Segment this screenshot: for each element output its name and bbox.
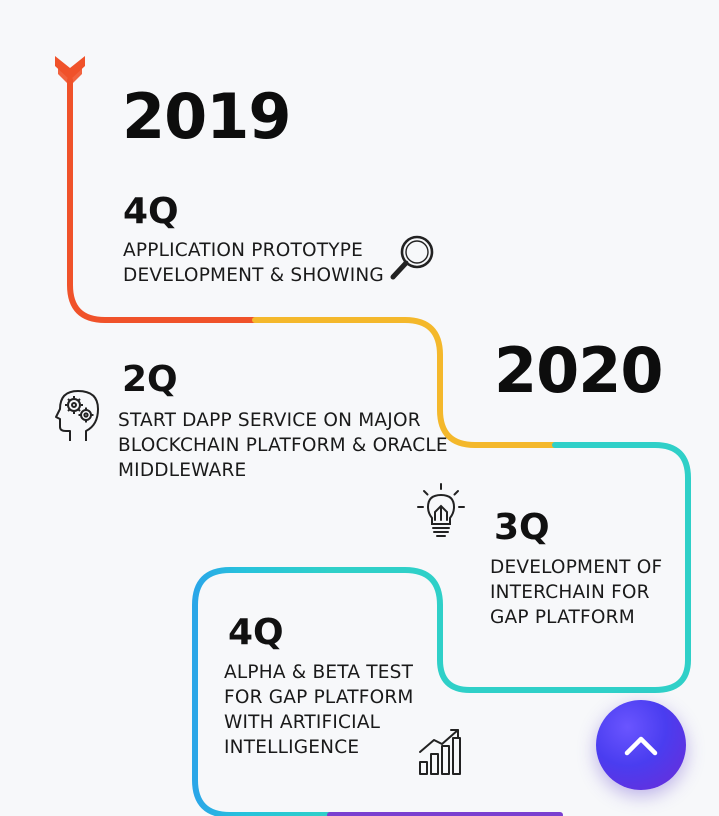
milestone-description	[118, 408, 448, 483]
milestone-quarter: 2Q	[122, 359, 178, 400]
milestone-line: FOR GAP PLATFORM	[224, 687, 414, 708]
milestone-line: DEVELOPMENT OF	[490, 557, 663, 578]
growth-chart-icon	[416, 726, 468, 778]
milestone-line: WITH ARTIFICIAL	[224, 712, 381, 733]
magnifier-icon	[385, 230, 441, 286]
milestone-quarter: 4Q	[123, 191, 179, 232]
milestone-line: GAP PLATFORM	[490, 607, 635, 628]
milestone-line: APPLICATION PROTOTYPE	[123, 240, 363, 261]
milestone-quarter: 3Q	[494, 507, 550, 548]
year-label-2019: 2019	[122, 80, 291, 153]
milestone-quarter: 4Q	[228, 612, 284, 653]
milestone-line: ALPHA & BETA TEST	[224, 662, 414, 683]
year-label-2020: 2020	[494, 334, 663, 407]
milestone-line: MIDDLEWARE	[118, 460, 247, 481]
milestone-description	[123, 238, 384, 288]
milestone-line: INTERCHAIN FOR	[490, 582, 650, 603]
lightbulb-icon	[414, 480, 468, 540]
milestone-line: INTELLIGENCE	[224, 737, 360, 758]
start-marker-icon	[55, 56, 85, 86]
milestone-description	[224, 660, 414, 760]
milestone-line: START DAPP SERVICE ON MAJOR	[118, 410, 421, 431]
milestone-line: BLOCKCHAIN PLATFORM & ORACLE	[118, 435, 448, 456]
scroll-to-top-button[interactable]	[596, 700, 686, 790]
head-gears-icon	[54, 385, 104, 445]
milestone-description	[490, 555, 662, 630]
chevron-up-icon	[624, 734, 658, 756]
milestone-line: DEVELOPMENT & SHOWING	[123, 265, 384, 286]
